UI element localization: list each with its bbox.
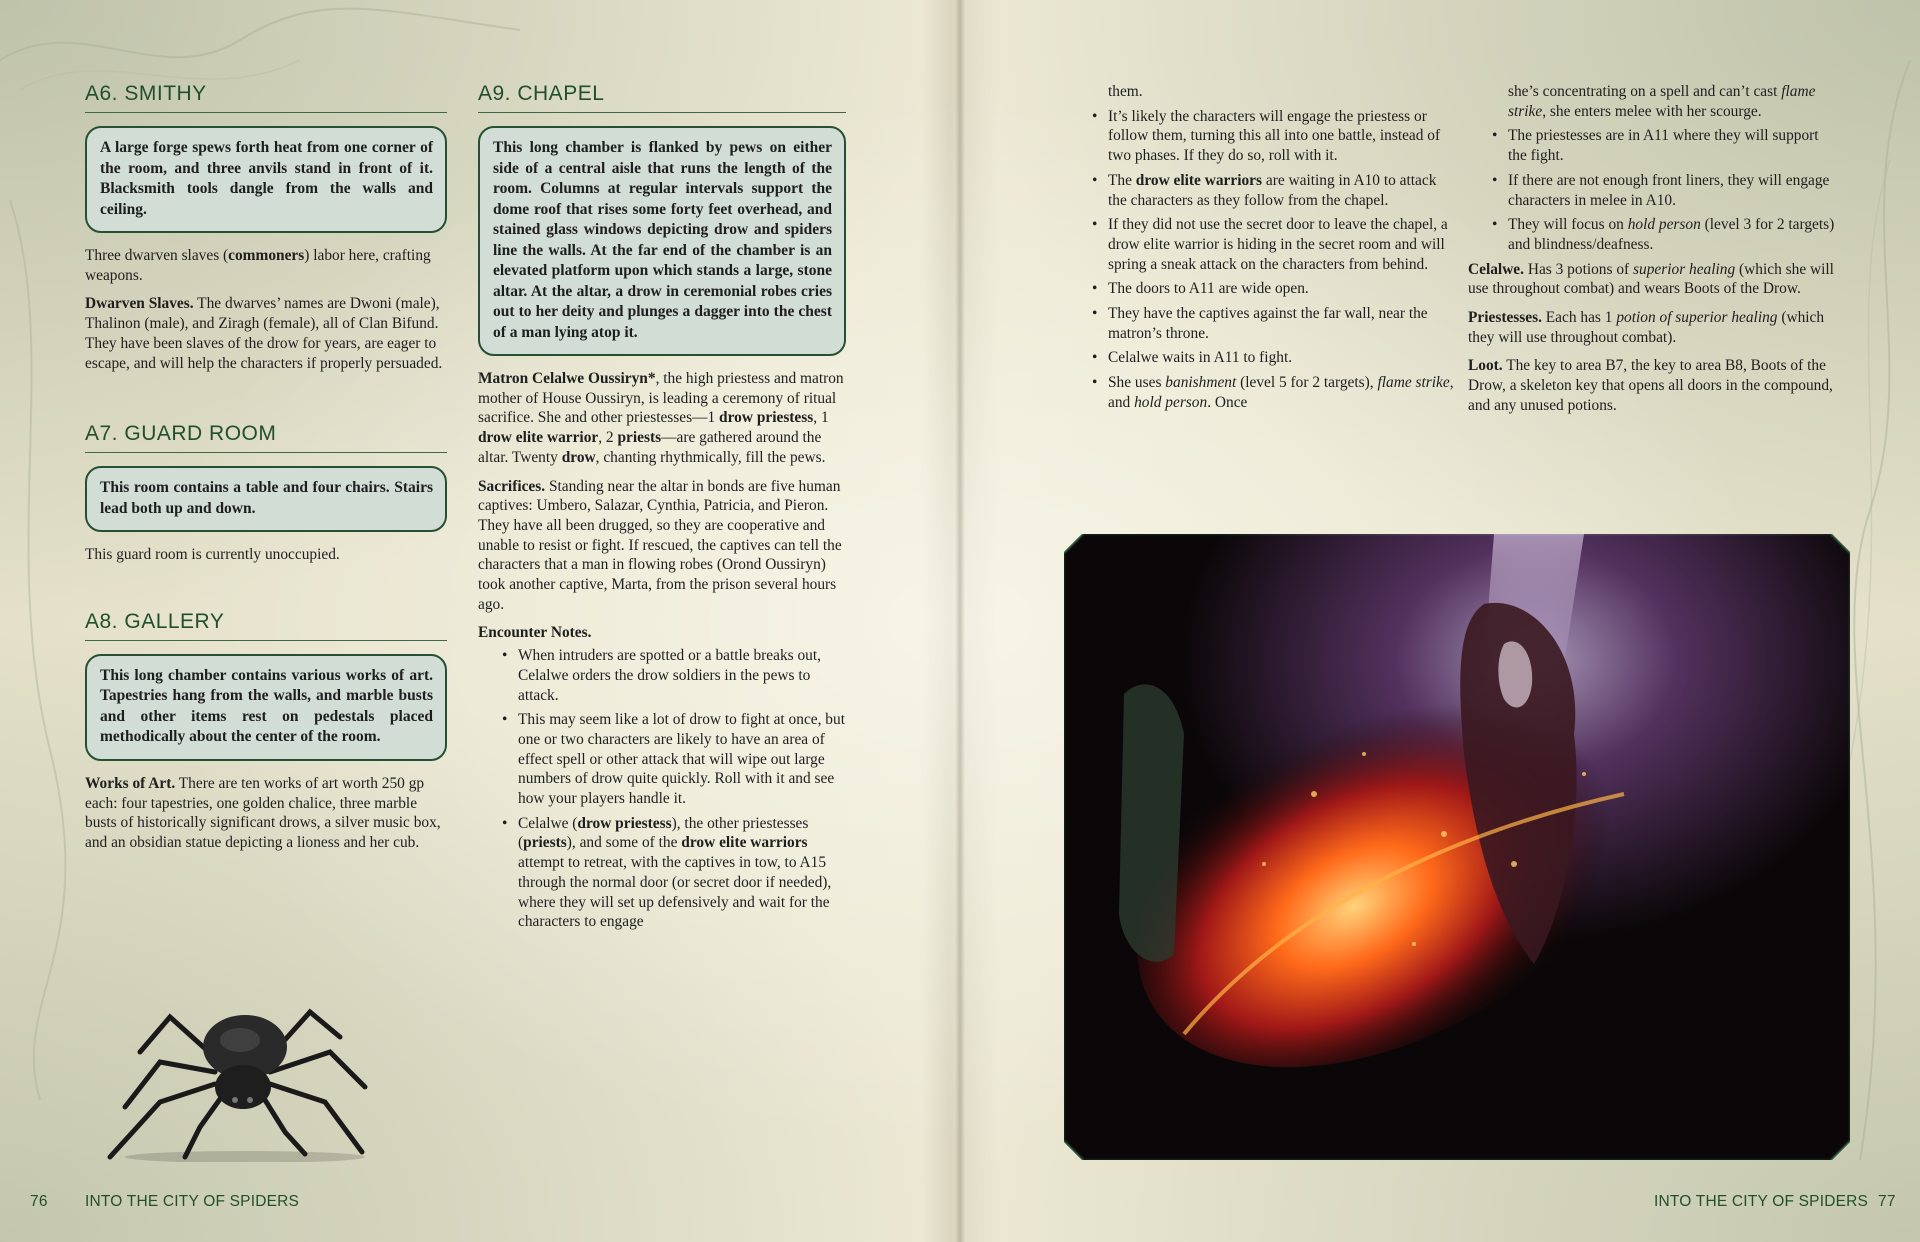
read-aloud-box-a8: This long chamber contains various works of art. Tapestries hang from the walls, and marble busts and other items rest on pedestals placed methodically about the center of the room. (85, 654, 447, 761)
spider-illustration (100, 992, 380, 1162)
list-item: • Celalwe waits in A11 to fight. (1090, 348, 1458, 368)
paragraph: Priestesses. Each has 1 potion of superior healing (which they will use throughout combat). (1468, 309, 1825, 346)
paragraph: Sacrifices. Standing near the altar in bonds are five human captives: Umbero, Salazar, Cynthia, Patricia, and Pieron. They have all been drugged, so they are cooperative and unable to resist or fight. If rescued, the captives can tell the characters that a man in flowing robes (Orond Oussiryn) took another captive, Marta, from the prison several hours ago. (478, 477, 842, 613)
paragraph: Works of Art. There are ten works of art worth 250 gp each: four tapestries, one golden chalice, three marble busts of historically significant drows, a silver music box, and an obsidian statue depicting a lioness and her cub. (85, 774, 441, 852)
read-aloud-box-a6: A large forge spews forth heat from one corner of the room, and three anvils stand in front of it. Blacksmith tools dangle from the walls and ceiling. (85, 126, 447, 233)
paragraph: Dwarven Slaves. The dwarves’ names are Dwoni (male), Thalinon (male), and Ziragh (female), all of Clan Bifund. They have been slaves of the drow for years, are eager to escape, and will help the characters if properly persuaded. (85, 295, 443, 372)
continued-text: them. (1108, 83, 1143, 100)
paragraph: This guard room is currently unoccupied. (85, 546, 340, 564)
paragraph: Encounter Notes. (478, 624, 592, 642)
section-heading-a7: A7. GUARD ROOM (85, 422, 447, 453)
read-aloud-box-a9: This long chamber is flanked by pews on either side of a central aisle that runs the length of the room. Columns at regular intervals support the dome roof that rises some forty feet overhead, and stained glass windows depicting drow and spiders line the walls. At the far end of the chamber is an elevated platform upon which stands a large, stone altar. At the altar, a drow in ceremonial robes cries out to her deity and plunges a dagger into the chest of a man lying atop it. (478, 126, 846, 356)
right-column-2 (1468, 82, 1836, 425)
list-item: • It’s likely the characters will engage the priestess or follow them, turning this all into one battle, instead of two phases. If they do so, roll with it. (1090, 107, 1458, 166)
page-number-right: 77 (1878, 1193, 1896, 1210)
list-item: • When intruders are spotted or a battle breaks out, Celalwe orders the drow soldiers in the pews to attack. (478, 646, 846, 705)
list-item: • They will focus on hold person (level 3 for 2 targets) and blindness/deafness. (1468, 215, 1836, 254)
section-heading-a8: A8. GALLERY (85, 610, 447, 641)
page-number-left: 76 (30, 1193, 48, 1210)
paragraph: Matron Celalwe Oussiryn*, the high priestess and matron mother of House Oussiryn, is leading a ceremony of ritual sacrifice. She and other priestesses—1 drow priestess, 1 drow elite warrior, 2 priests—are gathered around the altar. Twenty drow, chanting rhythmically, fill the pews. (478, 370, 844, 466)
list-item: • The doors to A11 are wide open. (1090, 279, 1458, 299)
running-title-right: INTO THE CITY OF SPIDERS (1654, 1193, 1869, 1210)
section-heading-a9: A9. CHAPEL (478, 82, 846, 113)
list-item: • She uses banishment (level 5 for 2 targets), flame strike, and hold person. Once (1090, 373, 1458, 412)
left-column-2 (478, 82, 846, 937)
paragraph: Loot. The key to area B7, the key to area B8, Boots of the Drow, a skeleton key that opens all doors in the compound, and any unused potions. (1468, 357, 1833, 414)
drow-priestess-artwork (1064, 534, 1850, 1160)
paragraph: Celalwe. Has 3 potions of superior healing (which she will use throughout combat) and wears Boots of the Drow. (1468, 260, 1834, 298)
right-column-1 (1090, 82, 1458, 418)
list-item: • If there are not enough front liners, they will engage characters in melee in A10. (1468, 171, 1836, 210)
continued-text: she’s concentrating on a spell and can’t cast flame strike, she enters melee with her scourge. (1508, 83, 1816, 120)
read-aloud-box-a7: This room contains a table and four chairs. Stairs lead both up and down. (85, 466, 447, 532)
paragraph: Three dwarven slaves (commoners) labor here, crafting weapons. (85, 247, 431, 284)
left-column-1 (85, 82, 447, 862)
list-item: • If they did not use the secret door to leave the chapel, a drow elite warrior is hiding in the secret room and will spring a sneak attack on the characters from behind. (1090, 215, 1458, 274)
list-item: • Celalwe (drow priestess), the other priestesses (priests), and some of the drow elite warriors attempt to retreat, with the captives in tow, to A15 through the normal door (or secret door if needed), where they will set up defensively and wait for the characters to engage (478, 814, 846, 932)
running-title-left: INTO THE CITY OF SPIDERS (85, 1193, 300, 1210)
list-item: • The priestesses are in A11 where they will support the fight. (1468, 126, 1836, 165)
list-item: • The drow elite warriors are waiting in A10 to attack the characters as they follow from the chapel. (1090, 171, 1458, 210)
list-item: • This may seem like a lot of drow to fight at once, but one or two characters are likely to have an area of effect spell or other attack that will wipe out large numbers of drow quite quickly. Roll with it and see how your players handle it. (478, 710, 846, 809)
section-heading-a6: A6. SMITHY (85, 82, 447, 113)
list-item: • They have the captives against the far wall, near the matron’s throne. (1090, 304, 1458, 343)
